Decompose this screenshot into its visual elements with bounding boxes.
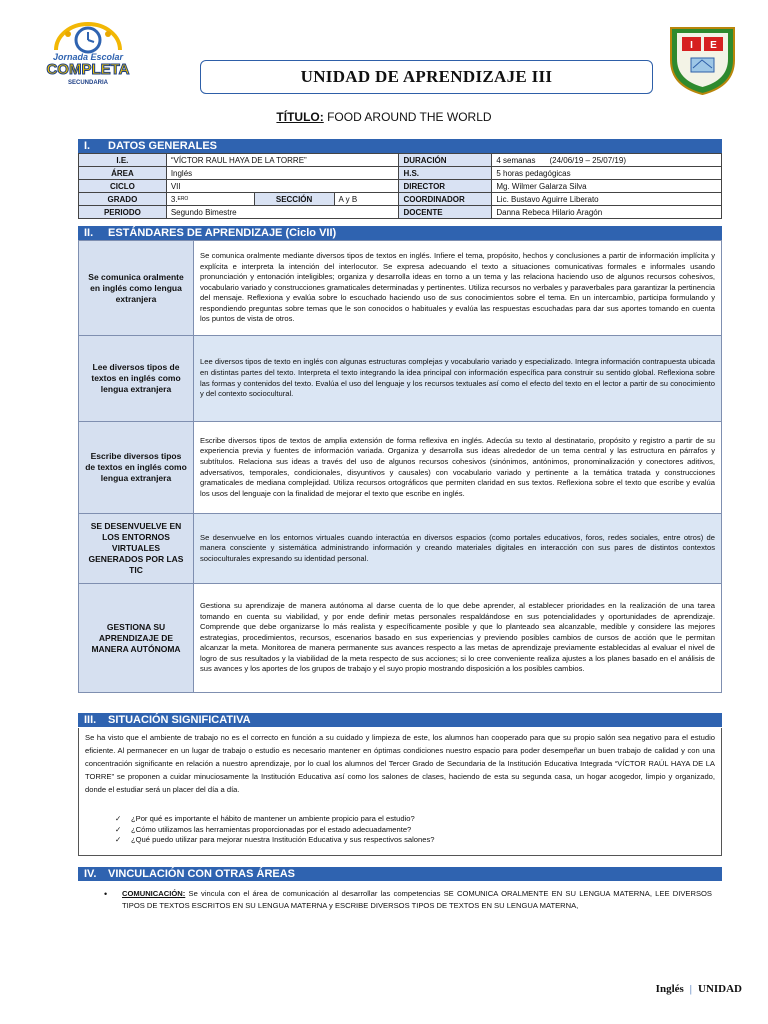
table-row — [79, 241, 722, 336]
linkage-text: Se vincula con el área de comunicación al desarrollar las competencias SE COMUNICA ORALMENTE EN SU LENGUA MATERNA, LEE DIVERSOS TIPOS DE TEXTOS ESCRITOS EN SU LENGUA MATERNA y ESCRIBE DIVERSOS TIPOS DE TEXTOS EN SU LENGUA MATERNA, — [122, 889, 712, 910]
duracion-label: DURACIÓN — [399, 154, 492, 167]
logo-line1: Jornada Escolar — [52, 52, 124, 62]
standard-description: Se desenvuelve en los entornos virtuales cuando interactúa en diversos espacios (como portales educativos, foros, redes sociales, entre otros) de manera consciente y sistemática administrando información y creando materiales digitales en interacción con sus pares de distintos contextos socioculturales expresando su identidad personal. — [194, 514, 722, 584]
section-estandares-header — [78, 226, 722, 240]
situation-paragraph: Se ha visto que el ambiente de trabajo no es el correcto en función a su cuidado y limpieza de este, los alumnos han cooperado para que su propio salón sea negativo para el estudio eficiente. Al permanecer en un lugar de trabajo o estudio es necesario mantener en óptimas condiciones nuestro espacio para poder desempeñar un buen trabajo de calidad y con una concentración significante en relación a nuestro aprendizaje, por lo cual los alumnos del Tercer Grado de Secundaria de la Institución Educativa Integrada “VÍCTOR RAÚL HAYA DE LA TORRE” se proponen a cuidar minuciosamente la Institución Educativa así como los salones de clases, haciendo de esta su segunda casa, un hogar acogedor, limpio y organizado, donde el estudiar será un placer del día a día. — [85, 733, 715, 794]
standards-table — [78, 240, 722, 693]
standard-description: Se comunica oralmente mediante diversos tipos de textos en inglés. Infiere el tema, propósito, hechos y conclusiones a partir de información implícita y explícita e interpreta la intención del interlocutor. Se expresa adecuando el texto a situaciones comunicativas formales e informales usando pronunciación y entonación inteligibles; organiza y desarrolla ideas en torno a un tema y las relaciona haciendo uso de algunos recursos cohesivos, vocabulario variado y construcciones gramaticales determinadas y pertinentes. Utiliza recursos no verbales y paraverbales para garantizar la pertinencia del mensaje. Reflexiona y evalúa sobre lo escuchado haciendo uso de sus conocimientos sobre el tema. En un intercambio, participa formulando y respondiendo preguntas sobre temas que le son conocidos o habituales y evalúa las respuestas escuchadas para dar sus aportes tomando en cuenta los puntos de vista de otros. — [194, 241, 722, 336]
periodo-label: PERIODO — [79, 206, 167, 219]
area-value: Inglés — [166, 167, 399, 180]
section-number: I. — [84, 140, 91, 152]
footer-unit: UNIDAD — [698, 983, 742, 995]
grado-label: GRADO — [79, 193, 167, 206]
table-row — [79, 514, 722, 584]
standard-description: Gestiona su aprendizaje de manera autónoma al darse cuenta de lo que debe aprender, al establecer prioridades en la realización de una tarea tomando en cuenta su viabilidad, y por ende definir metas personales respaldándose en sus potencialidades y oportunidades de aprendizaje. Comprende que debe organizarse lo más realista y específicamente posible y que lo planteado sea alcanzable, medible y considere las mejores estrategias, procedimientos, recursos, escenarios basado en sus experiencias y previendo posibles cambios de cursos de acción que le permitan alcanzar la meta. Monitorea de manera permanente sus avances respecto a las metas de aprendizaje previamente establecidas al evaluar el nivel de logro de sus resultados y la viabilidad de la meta respecto de sus acciones; si lo cree conveniente realiza ajustes a los planes basado en el análisis de sus avances y los aportes de los grupos de trabajo y el suyo propio mostrando disposición a los posibles cambios. — [194, 584, 722, 693]
docente-value: Danna Rebeca Hilario Aragón — [492, 206, 722, 219]
seccion-value: A y B — [334, 193, 399, 206]
ciclo-value: VII — [166, 180, 399, 193]
section-title: ESTÁNDARES DE APRENDIZAJE (Ciclo VII) — [108, 227, 337, 239]
ie-label: I.E. — [79, 154, 167, 167]
unit-subtitle — [0, 110, 768, 124]
section-datos-generales-header — [78, 139, 722, 153]
duracion-value — [492, 154, 722, 167]
director-value: Mg. Wilmer Galarza Silva — [492, 180, 722, 193]
table-row — [79, 154, 722, 167]
linkage-box — [78, 882, 722, 912]
coordinador-label: COORDINADOR — [399, 193, 492, 206]
footer-subject: Inglés — [655, 983, 684, 995]
subtitle-label: TÍTULO: — [276, 110, 324, 124]
table-row — [79, 584, 722, 693]
director-label: DIRECTOR — [399, 180, 492, 193]
school-crest-logo — [665, 20, 740, 96]
jornada-escolar-completa-logo — [38, 20, 138, 90]
grado-sup: ERO — [177, 195, 189, 202]
duracion-dates: (24/06/19 – 25/07/19) — [549, 155, 626, 165]
list-item — [115, 825, 715, 836]
section-title: SITUACIÓN SIGNIFICATIVA — [108, 714, 251, 726]
table-row — [79, 422, 722, 514]
duracion-weeks: 4 semanas — [496, 155, 536, 165]
logo-line3: SECUNDARIA — [67, 80, 109, 86]
list-item — [115, 835, 715, 846]
question-text: ¿Qué puedo utilizar para mejorar nuestra Institución Educativa y sus respectivos salones? — [131, 835, 435, 844]
hs-label: H.S. — [399, 167, 492, 180]
section-vinculacion-header — [78, 867, 722, 881]
page-title-box — [200, 60, 653, 94]
standard-description: Escribe diversos tipos de textos de amplia extensión de forma reflexiva en inglés. Adecúa su texto al destinatario, propósito y registro a partir de su experiencia previa y fuentes de información variada. Organiza y desarrolla sus ideas alrededor de un tema central y las estructura en párrafos y subtítulos. Relaciona sus ideas a través del uso de algunos recursos cohesivos (sinónimos, antónimos, pronominalización y conectores aditivos, adversativos, temporales, condicionales, disyuntivos y causales) con vocabulario variado y pertinente a la temática tratada y construcciones gramaticales de mediana complejidad. Utiliza recursos ortográficos que permiten claridad en sus textos. Reflexiona sobre el texto que escribe y evalúa los usos del lenguaje con la finalidad de mejorar el texto que escribe en inglés. — [194, 422, 722, 514]
table-row — [79, 206, 722, 219]
linkage-paragraph — [98, 888, 712, 912]
general-data-table — [78, 153, 722, 219]
standard-label: GESTIONA SU APRENDIZAJE DE MANERA AUTÓNOMA — [79, 584, 194, 693]
section-number: II. — [84, 227, 94, 239]
section-situacion-header — [78, 713, 722, 727]
check-icon: ✓ — [115, 824, 122, 834]
standard-label: Lee diversos tipos de textos en inglés como lengua extranjera — [79, 336, 194, 422]
logo-line2: COMPLETA — [46, 61, 130, 78]
grado-value — [166, 193, 254, 206]
area-label: ÁREA — [79, 167, 167, 180]
crest-letter-e: E — [710, 40, 717, 51]
section-title: DATOS GENERALES — [108, 140, 217, 152]
guiding-questions-list — [115, 814, 715, 846]
table-row — [79, 193, 722, 206]
standard-description: Lee diversos tipos de texto en inglés con algunas estructuras complejas y vocabulario variado y especializado. Integra información contrapuesta ubicada en distintas partes del texto. Interpreta el texto integrando la idea principal con información específica para construir su sentido global. Reflexiona sobre las formas y contenidos del texto. Evalúa el uso del lenguaje y los recursos textuales así como el efecto del texto en el lector a partir de su conocimiento y del contexto sociocultural. — [194, 336, 722, 422]
table-row — [79, 336, 722, 422]
docente-label: DOCENTE — [399, 206, 492, 219]
section-number: IV. — [84, 868, 97, 880]
section-title: VINCULACIÓN CON OTRAS ÁREAS — [108, 868, 296, 880]
table-row — [79, 180, 722, 193]
table-row — [79, 167, 722, 180]
check-icon: ✓ — [115, 835, 122, 844]
check-icon: ✓ — [115, 814, 122, 823]
standard-label: SE DESENVUELVE EN LOS ENTORNOS VIRTUALES GENERADOS POR LAS TIC — [79, 514, 194, 584]
coordinador-value: Lic. Bustavo Aguirre Liberato — [492, 193, 722, 206]
list-item — [115, 814, 715, 825]
linkage-area: COMUNICACIÓN: — [122, 889, 186, 898]
hs-value: 5 horas pedagógicas — [492, 167, 722, 180]
footer-separator: | — [689, 983, 692, 995]
crest-letter-i: I — [690, 40, 693, 51]
ciclo-label: CICLO — [79, 180, 167, 193]
subtitle-value: FOOD AROUND THE WORLD — [327, 110, 492, 124]
grado-number: 3. — [170, 194, 178, 204]
seccion-label: SECCIÓN — [254, 193, 334, 206]
question-text: ¿Por qué es importante el hábito de mantener un ambiente propicio para el estudio? — [131, 814, 415, 823]
standard-label: Escribe diversos tipos de textos en inglés como lengua extranjera — [79, 422, 194, 514]
ie-value: “VÍCTOR RAUL HAYA DE LA TORRE” — [166, 154, 399, 167]
periodo-value: Segundo Bimestre — [166, 206, 399, 219]
page-title: UNIDAD DE APRENDIZAJE III — [300, 67, 553, 86]
question-text: ¿Cómo utilizamos las herramientas proporcionadas por el estado adecuadamente? — [131, 824, 412, 834]
situation-box — [78, 728, 722, 856]
bullet-icon: • — [104, 889, 108, 899]
standard-label: Se comunica oralmente en inglés como lengua extranjera — [79, 241, 194, 336]
page-footer — [656, 983, 742, 995]
section-number: III. — [84, 714, 97, 726]
